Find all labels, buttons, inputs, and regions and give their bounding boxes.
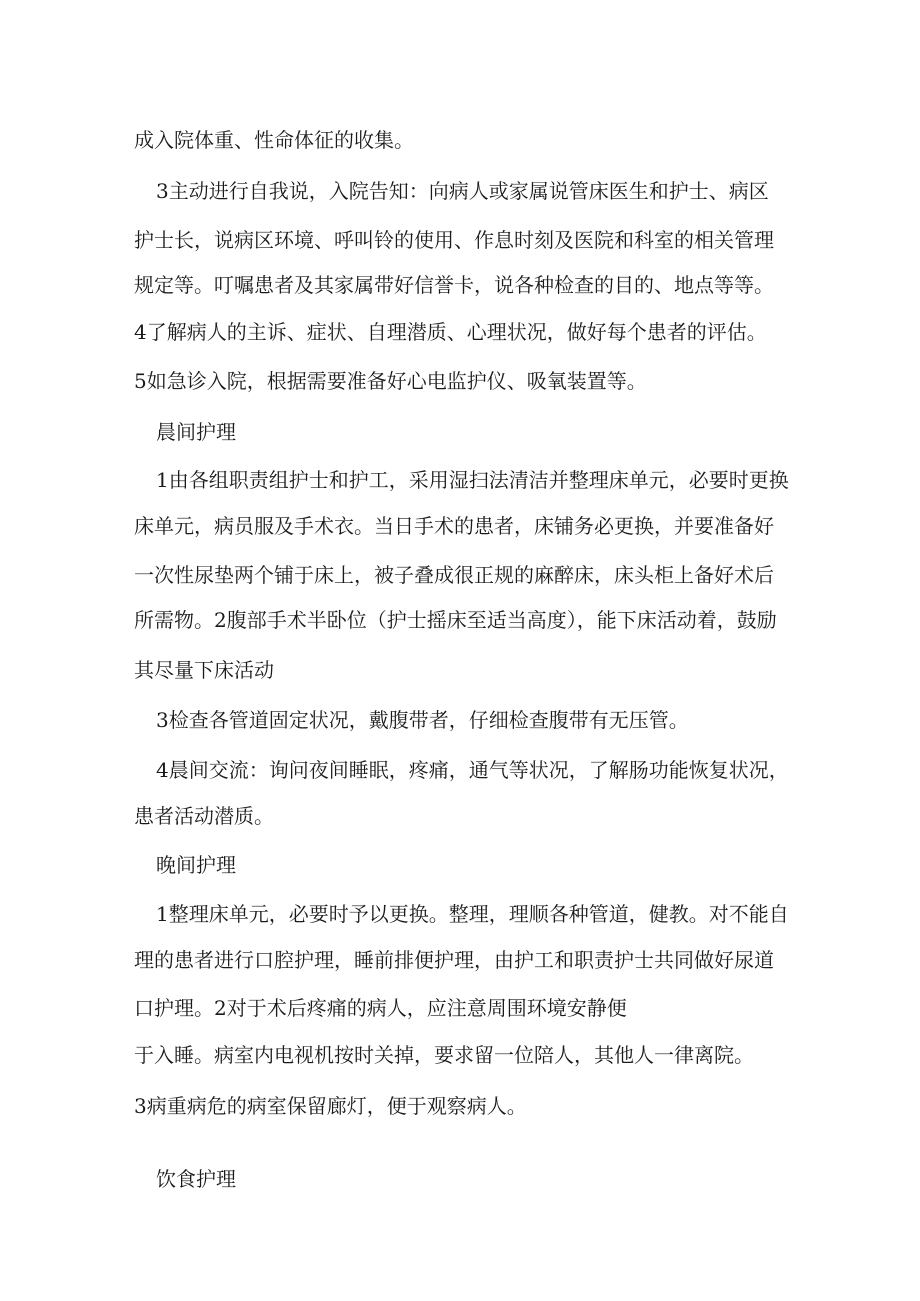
text-line: 患者活动潜质。 [134,804,274,828]
text-line: 于入睡。病室内电视机按时关掉，要求留一位陪人，其他人一律离院。 [134,1043,754,1067]
text-line: 护士长，说病区环境、呼叫铃的使用、作息时刻及医院和科室的相关管理 [134,228,774,252]
text-line: 其尽量下床活动 [134,658,274,682]
text-line: 床单元，病员服及手术衣。当日手术的患者，床铺务必更换，并要准备好 [134,514,774,538]
text-line: 3主动进行自我说，入院告知：向病人或家属说管床医生和护士、病区 [156,179,769,203]
text-line: 5如急诊入院，根据需要准备好心电监护仪、吸氧装置等。 [134,369,647,393]
section-heading: 晨间护理 [156,420,236,444]
text-line: 3检查各管道固定状况，戴腹带者，仔细检查腹带有无压管。 [156,708,689,732]
text-line: 规定等。叮嘱患者及其家属带好信誉卡，说各种检查的目的、地点等等。 [134,273,774,297]
text-line: 1由各组职责组护士和护工，采用湿扫法清洁并整理床单元，必要时更换 [156,468,789,492]
text-line: 4了解病人的主诉、症状、自理潜质、心理状况，做好每个患者的评估。 [134,320,767,344]
section-heading: 饮食护理 [156,1167,236,1191]
text-line: 理的患者进行口腔护理，睡前排便护理，由护工和职责护士共同做好尿道 [134,948,774,972]
text-line: 4晨间交流：询问夜间睡眠，疼痛，通气等状况，了解肠功能恢复状况， [156,758,789,782]
text-line: 一次性尿垫两个铺于床上，被子叠成很正规的麻醉床，床头柜上备好术后 [134,563,774,587]
text-line: 1整理床单元，必要时予以更换。整理，理顺各种管道，健教。对不能自 [156,902,789,926]
text-line: 成入院体重、性命体征的收集。 [134,128,414,152]
text-line: 3病重病危的病室保留廊灯，便于观察病人。 [134,1094,527,1118]
text-line: 口护理。2对于术后疼痛的病人，应注意周围环境安静便 [134,996,627,1020]
text-line: 所需物。2腹部手术半卧位（护士摇床至适当高度），能下床活动着，鼓励 [134,608,777,632]
section-heading: 晚间护理 [156,853,236,877]
